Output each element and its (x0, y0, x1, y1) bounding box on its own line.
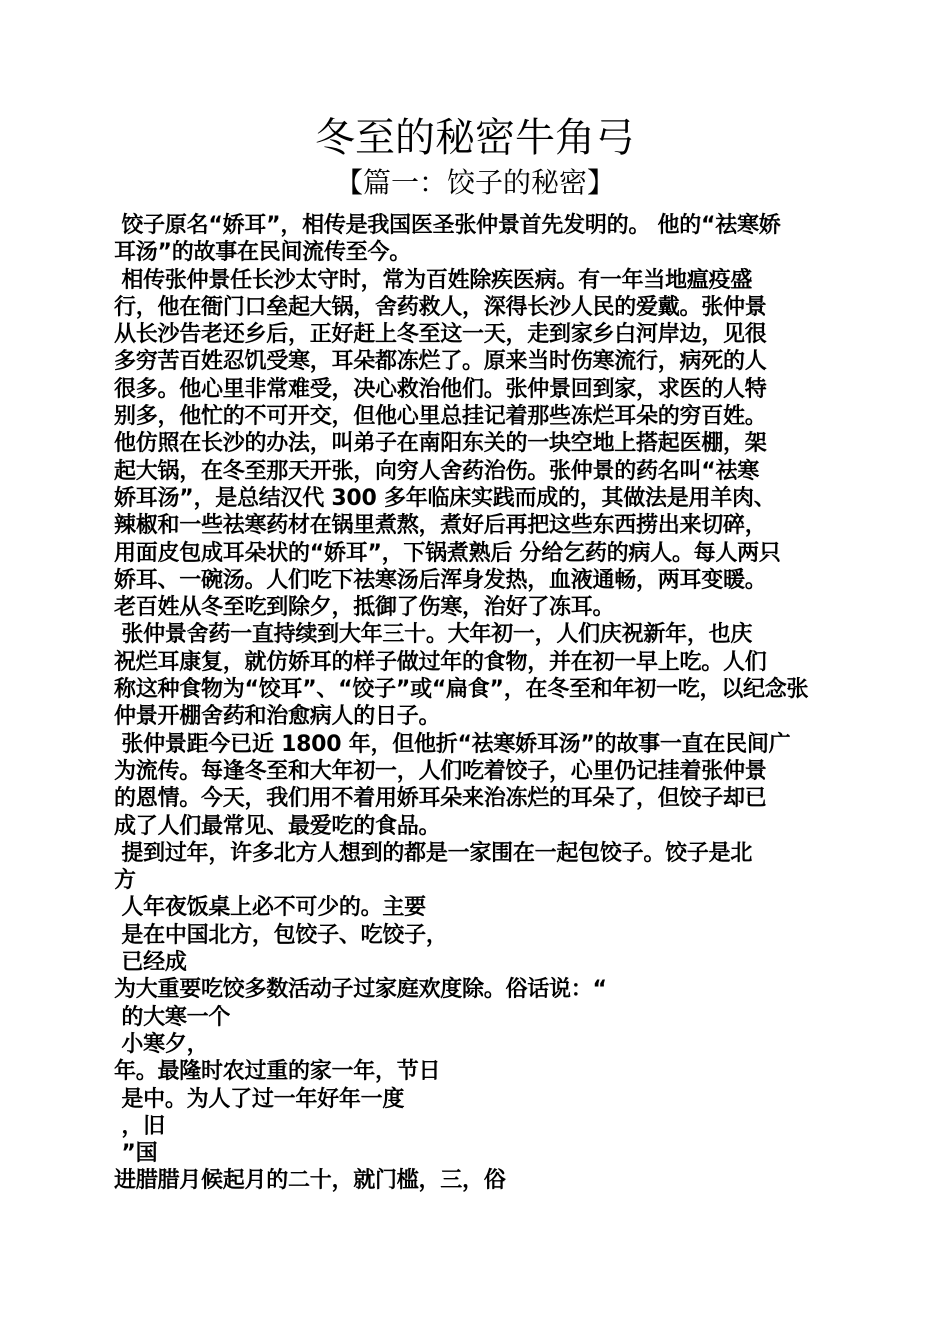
body-line: 是中。为人了过一年好年一度 (114, 1086, 405, 1112)
body-line: 张仲景舍药一直持续到大年三十。大年初一，人们庆祝新年，也庆 (114, 622, 753, 648)
body-line: 提到过年，许多北方人想到的都是一家围在一起包饺子。饺子是北 (114, 840, 753, 866)
body-line: 已经成 (114, 950, 187, 976)
body-line: 人年夜饭桌上必不可少的。主要 (114, 895, 426, 921)
body-line: 别多，他忙的不可开交，但他心里总挂记着那些冻烂耳朵的穷百姓。 (114, 404, 767, 430)
body-line: 从长沙告老还乡后，正好赶上冬至这一天，走到家乡白河岸边，见很 (114, 322, 767, 348)
body-line: 进腊腊月候起月的二十，就门槛，三，俗 (114, 1168, 506, 1194)
body-line: 老百姓从冬至吃到除夕，抵御了伤寒，治好了冻耳。 (114, 595, 615, 621)
body-line: 饺子原名“娇耳”，相传是我国医圣张仲景首先发明的。 他的“祛寒娇 (114, 213, 781, 238)
document-body (114, 212, 836, 1195)
body-line: 小寒夕， (114, 1031, 209, 1057)
body-line: 娇耳汤”，是总结汉代 300 多年临床实践而成的，其做法是用羊肉、 (114, 485, 776, 511)
document-title: 冬至的秘密牛角弓 (315, 115, 635, 161)
body-line: 为大重要吃饺多数活动子过家庭欢度除。俗话说：“ (114, 977, 607, 1003)
body-line: 是在中国北方，包饺子、吃饺子， (114, 922, 448, 948)
body-line: 的大寒一个 (114, 1004, 231, 1030)
body-line: 张仲景距今已近 1800 年，但他折“祛寒娇耳汤”的故事一直在民间广 (114, 731, 791, 757)
body-line: 娇耳、一碗汤。人们吃下祛寒汤后浑身发热，血液通畅，两耳变暖。 (114, 567, 767, 593)
body-line: 仲景开棚舍药和治愈病人的日子。 (114, 704, 441, 730)
body-line: 相传张仲景任长沙太守时，常为百姓除疾医病。有一年当地瘟疫盛 (114, 267, 753, 293)
body-line: 辣椒和一些祛寒药材在锅里煮熬，煮好后再把这些东西捞出来切碎， (114, 513, 767, 539)
body-line: 为流传。每逢冬至和大年初一，人们吃着饺子，心里仍记挂着张仲景 (114, 758, 767, 784)
body-line: 的恩情。今天，我们用不着用娇耳朵来治冻烂的耳朵了，但饺子却已 (114, 786, 767, 812)
body-line: 称这种食物为“饺耳”、“饺子”或“扁食”，在冬至和年初一吃，以纪念张 (114, 677, 809, 703)
body-line: ”国 (114, 1141, 158, 1167)
body-line: 祝烂耳康复，就仿娇耳的样子做过年的食物，并在初一早上吃。人们 (114, 649, 767, 675)
body-line: ，旧 (114, 1113, 165, 1139)
body-line: 耳汤”的故事在民间流传至今。 (114, 240, 411, 266)
body-line: 他仿照在长沙的办法，叫弟子在南阳东关的一块空地上搭起医棚，架 (114, 431, 767, 457)
body-line: 行，他在衙门口垒起大锅，舍药救人，深得长沙人民的爱戴。张仲景 (114, 294, 767, 320)
document-subtitle: 【篇一：饺子的秘密】 (334, 166, 615, 199)
body-line: 用面皮包成耳朵状的“娇耳”，下锅煮熟后 分给乞药的病人。每人两只 (114, 540, 781, 566)
body-line: 很多。他心里非常难受，决心救治他们。张仲景回到家，求医的人特 (114, 376, 767, 402)
body-line: 起大锅，在冬至那天开张，向穷人舍药治伤。张仲景的药名叫“祛寒 (114, 458, 759, 484)
body-line: 年。最隆时农过重的家一年，节日 (114, 1059, 441, 1085)
body-line: 多穷苦百姓忍饥受寒，耳朵都冻烂了。原来当时伤寒流行，病死的人 (114, 349, 767, 375)
body-line: 成了人们最常见、最爱吃的食品。 (114, 813, 441, 839)
body-line: 方 (114, 868, 136, 894)
